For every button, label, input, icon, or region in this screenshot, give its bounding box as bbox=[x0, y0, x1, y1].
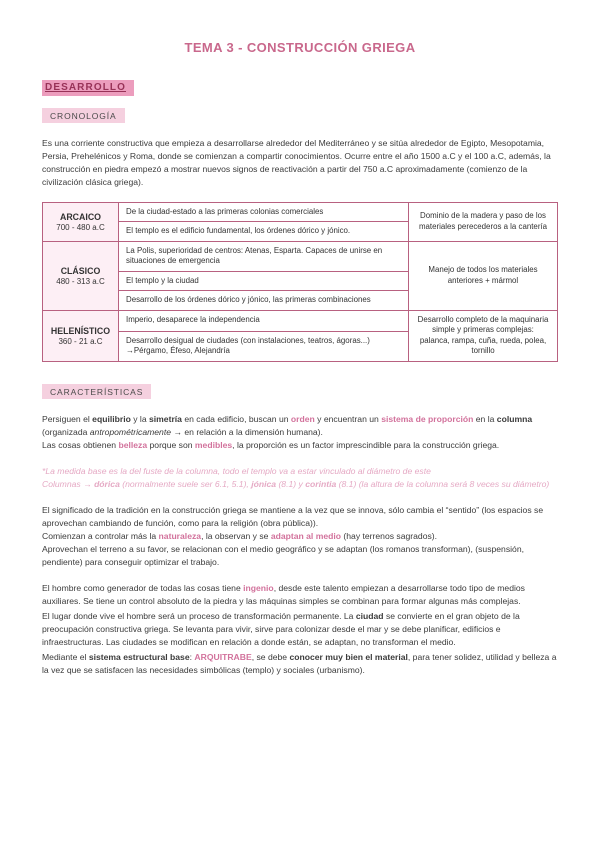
section-desarrollo bbox=[42, 77, 558, 96]
period-dates: 360 - 21 a.C bbox=[58, 336, 103, 346]
section-heading-desarrollo: DESARROLLO bbox=[42, 80, 134, 96]
table-row-clasico bbox=[43, 242, 557, 311]
period-cell bbox=[43, 311, 119, 361]
subsection-heading-caracteristicas: CARACTERÍSTICAS bbox=[42, 384, 151, 399]
column-measure-note: *La medida base es la del fuste de la columna, todo el templo va a estar vinculado al diámetro de este Columnas → dórica (normalmente suele ser 6.1, 5.1), jónica (8.1) y corintia (8.1) (la altura de la columna será 8 veces su diámetro) bbox=[42, 465, 550, 489]
period-name: CLÁSICO bbox=[60, 265, 101, 276]
event-item: Desarrollo desigual de ciudades (con instalaciones, teatros, ágoras...) →Pérgamo, Éfeso, Alejandría bbox=[126, 335, 370, 355]
period-name: ARCAICO bbox=[59, 211, 102, 222]
table-row-arcaico bbox=[43, 203, 557, 242]
caracteristicas-paragraph-1: Persiguen el equilibrio y la simetría en cada edificio, buscan un orden y encuentran un sistema de proporción en la columna (organizada antropométricamente → en relación a la dimensión humana). Las cosas obtienen belleza porque son medibles, la proporción es un factor imprescindible para la construcción griega. bbox=[42, 413, 533, 450]
intro-paragraph: Es una corriente constructiva que empieza a desarrollarse alrededor del Mediterráneo y se sitúa alrededor de Egipto, Mesopotamia, Persia, Prehelénicos y Roma, donde se comienzan a compartir conocimientos. Ocurre entre el año 1500 a.C y el 100 a.C, además, la construcción en piedra empezó a mostrar nuevos signos de reactivación a partir del 750 a.C aproximadamente (comienzo de la civilización clásica griega). bbox=[42, 137, 551, 187]
event-item: De la ciudad-estado a las primeras colonias comerciales bbox=[119, 203, 408, 223]
subsection-cronologia bbox=[42, 106, 558, 124]
event-item: El templo es el edificio fundamental, los órdenes dórico y jónico. bbox=[126, 226, 351, 235]
period-cell bbox=[43, 203, 119, 241]
period-cell bbox=[43, 242, 119, 310]
caracteristicas-paragraph-4: El lugar donde vive el hombre será un proceso de transformación permanente. La ciudad se convierte en el gran objeto de la preocupación constructiva griega. Se levanta para vivir, sirve para colonizar desde el mar y se debe planificar, edificios e infraestructuras. Las ciudades se modifican en relación a donde están, se adaptan, no transforman el medio. bbox=[42, 610, 520, 647]
materials-cell: Manejo de todos los materiales anteriores + mármol bbox=[428, 265, 538, 285]
event-item: Imperio, desaparece la independencia bbox=[119, 311, 408, 332]
page-title: TEMA 3 - CONSTRUCCIÓN GRIEGA bbox=[184, 40, 416, 55]
subsection-caracteristicas bbox=[42, 382, 558, 400]
events-cell bbox=[119, 311, 409, 361]
events-cell bbox=[119, 203, 409, 241]
caracteristicas-paragraph-5: Mediante el sistema estructural base: ARQUITRABE, se debe conocer muy bien el material, para tener solidez, utilidad y belleza a la vez que se satisfacen las necesidades simbólicas (templo) y sociales (urbanismo). bbox=[42, 651, 557, 675]
caracteristicas-paragraph-3: El hombre como generador de todas las cosas tiene ingenio, desde este talento empiezan a desarrollarse todo tipo de medios auxiliares. Se tiene un control absoluto de la piedra y las máquinas simples se combinan para formar algunas más complejas. bbox=[42, 582, 525, 606]
table-row-helenistico bbox=[43, 311, 557, 361]
chronology-table bbox=[42, 202, 558, 362]
subsection-heading-cronologia: CRONOLOGÍA bbox=[42, 108, 125, 123]
period-dates: 480 - 313 a.C bbox=[56, 276, 105, 286]
event-item: Desarrollo de los órdenes dórico y jónico, las primeras combinaciones bbox=[126, 295, 371, 304]
materials-cell: Dominio de la madera y paso de los materiales perecederos a la cantería bbox=[418, 211, 548, 231]
events-cell bbox=[119, 242, 409, 310]
event-item: El templo y la ciudad bbox=[119, 272, 408, 292]
caracteristicas-paragraph-2: El significado de la tradición en la construcción griega se mantiene a la vez que se innova, sólo cambia el “sentido” (los espacios se aprovechan cambiando de función, como para la religión (obra pública)). Comienzan a controlar más la naturaleza, la observan y se adaptan al medio (hay terrenos sagrados). Aprovechan el terreno a su favor, se relacionan con el medio geográfico y se adaptan (los romanos transforman), (suspensión, pendiente) para conseguir optimizar el trabajo. bbox=[42, 504, 544, 567]
materials-cell: Desarrollo completo de la maquinaria simple y primeras complejas: palanca, rampa, cuña, rueda, polea, tornillo bbox=[417, 314, 549, 355]
period-dates: 700 - 480 a.C bbox=[56, 222, 105, 232]
event-item: La Polis, superioridad de centros: Atenas, Esparta. Capaces de unirse en situaciones de emergencia bbox=[119, 242, 408, 272]
period-name: HELENÍSTICO bbox=[50, 325, 111, 336]
